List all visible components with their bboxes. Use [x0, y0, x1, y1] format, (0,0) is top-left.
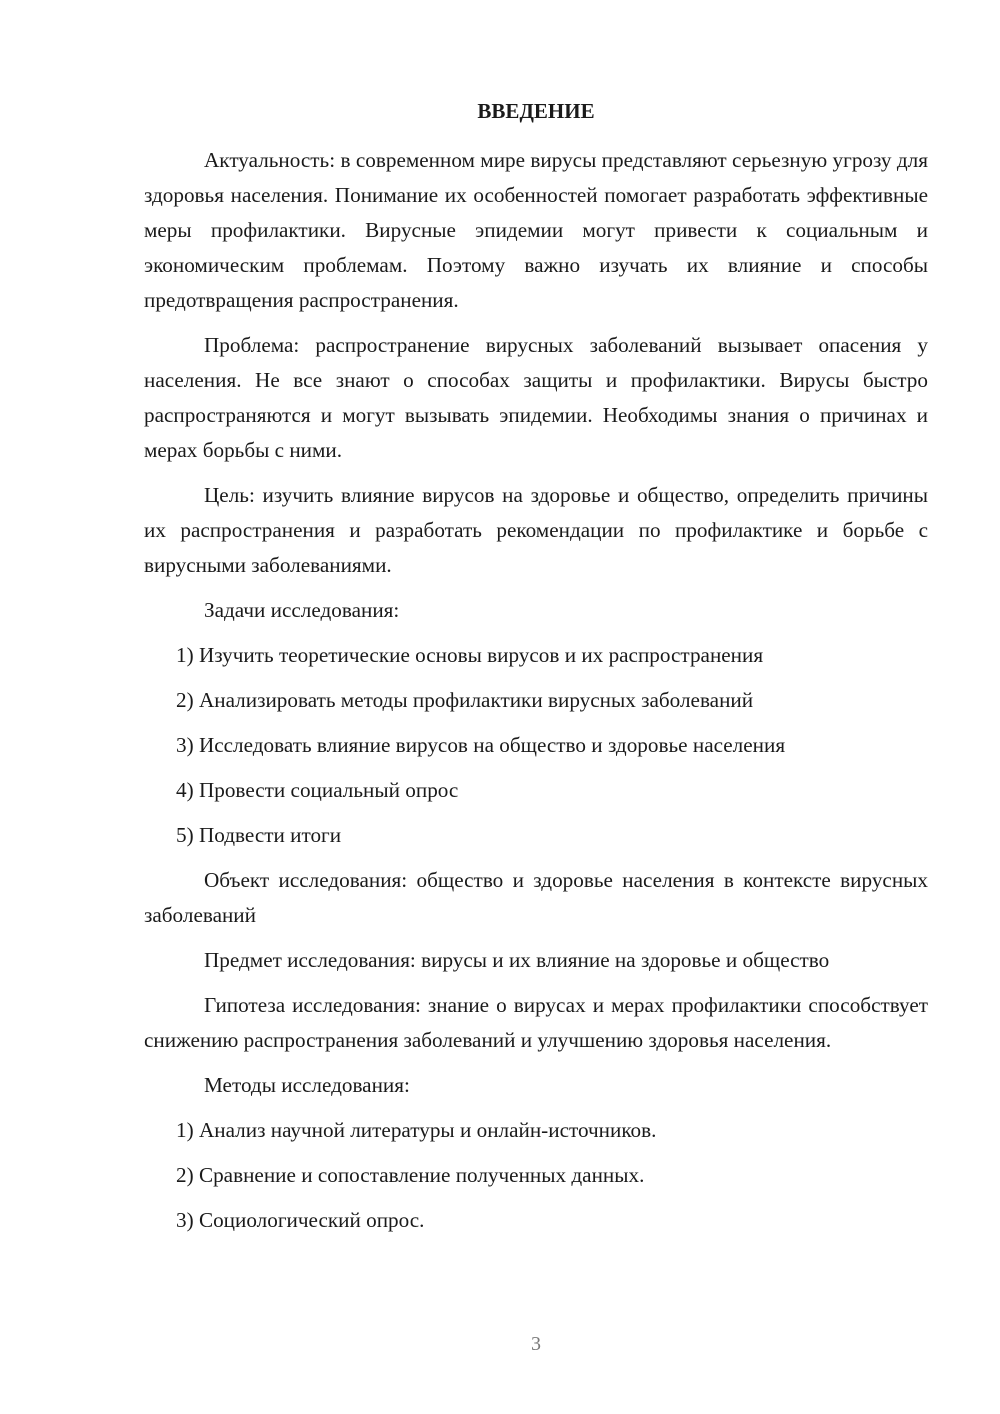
subject-paragraph: Предмет исследования: вирусы и их влияние на здоровье и общество: [204, 948, 830, 972]
methods-label: Методы исследования:: [204, 1073, 410, 1097]
method-item: 2) Сравнение и сопоставление полученных данных.: [176, 1163, 645, 1187]
section-heading: [144, 96, 928, 126]
object-paragraph: Объект исследования: общество и здоровье населения в контексте вирусных заболеваний: [144, 868, 928, 927]
task-item: 3) Исследовать влияние вирусов на общество и здоровье населения: [176, 733, 786, 757]
task-item: 5) Подвести итоги: [176, 823, 342, 847]
method-item: 3) Социологический опрос.: [176, 1208, 425, 1232]
relevance-paragraph: Актуальность: в современном мире вирусы представляют серьезную угрозу для здоровья населения. Понимание их особенностей помогает разработать эффективные меры профилактики. Вирусные эпидемии могут привести к социальным и экономическим проблемам. Поэтому важно изучать их влияние и способы предотвращения распространения.: [144, 148, 928, 312]
document-page: [144, 0, 928, 1414]
hypothesis-paragraph: Гипотеза исследования: знание о вирусах и мерах профилактики способствует снижению распространения заболеваний и улучшению здоровья населения.: [144, 993, 928, 1052]
task-item: 1) Изучить теоретические основы вирусов и их распространения: [176, 643, 764, 667]
goal-paragraph: Цель: изучить влияние вирусов на здоровье и общество, определить причины их распространения и разработать рекомендации по профилактике и борьбе с вирусными заболеваниями.: [144, 483, 928, 577]
heading-text: ВВЕДЕНИЕ: [477, 99, 595, 123]
problem-paragraph: Проблема: распространение вирусных заболеваний вызывает опасения у населения. Не все знают о способах защиты и профилактики. Вирусы быстро распространяются и могут вызывать эпидемии. Необходимы знания о причинах и мерах борьбы с ними.: [144, 333, 928, 462]
task-item: 4) Провести социальный опрос: [176, 778, 459, 802]
method-item: 1) Анализ научной литературы и онлайн-источников.: [176, 1118, 657, 1142]
task-item: 2) Анализировать методы профилактики вирусных заболеваний: [176, 688, 754, 712]
tasks-label: Задачи исследования:: [204, 598, 400, 622]
page-number: 3: [531, 1333, 541, 1355]
document-body: [144, 143, 928, 1248]
